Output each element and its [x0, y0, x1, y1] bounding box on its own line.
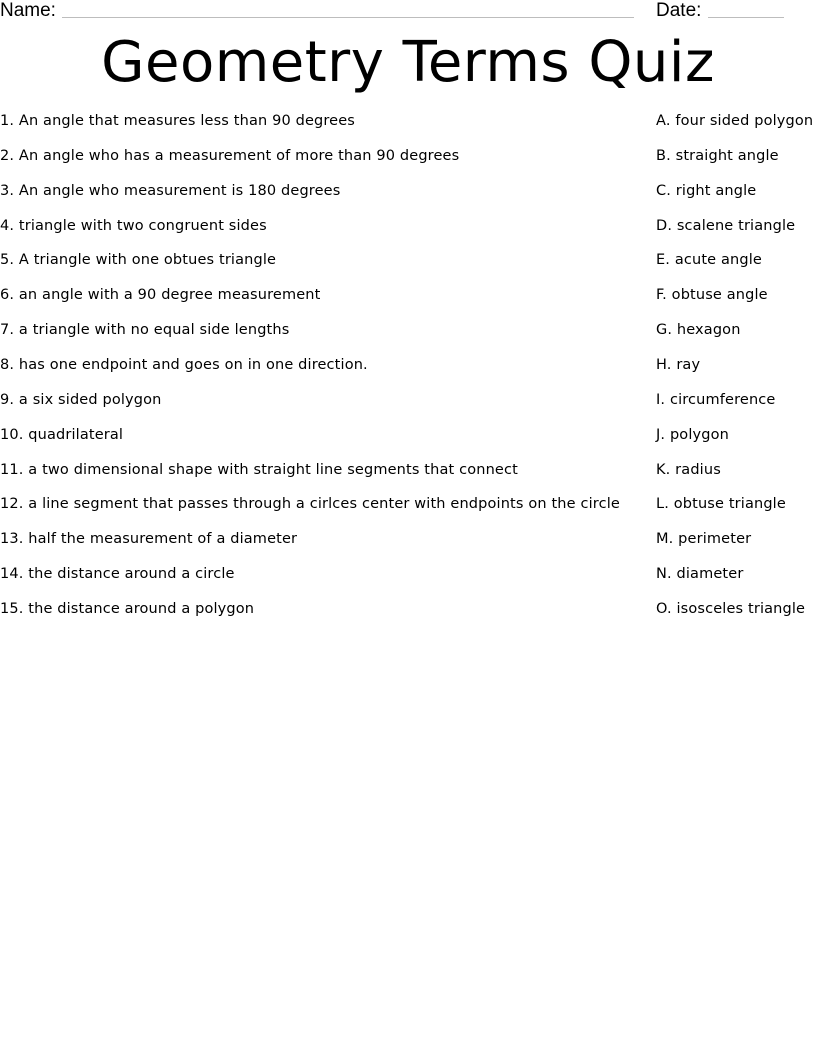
worksheet-header [0, 0, 816, 24]
questions-list [0, 111, 640, 634]
question-item: 2. An angle who has a measurement of more than 90 degrees [0, 147, 460, 164]
question-item: 11. a two dimensional shape with straight line segments that connect [0, 461, 518, 478]
question-item: 6. an angle with a 90 degree measurement [0, 287, 321, 304]
answer-choices-list [656, 111, 816, 634]
answer-choice: B. straight angle [656, 147, 779, 164]
answer-choice: C. right angle [656, 182, 757, 199]
name-blank-line [62, 17, 634, 18]
date-blank-line [708, 17, 784, 18]
question-item: 10. quadrilateral [0, 426, 124, 443]
name-label: Name: [0, 0, 56, 21]
answer-choice: A. four sided polygon [656, 113, 814, 129]
answer-choice: O. isosceles triangle [656, 601, 806, 618]
question-item: 14. the distance around a circle [0, 566, 235, 583]
answer-choice: M. perimeter [656, 531, 752, 548]
question-item: 7. a triangle with no equal side lengths [0, 322, 290, 339]
question-item: 12. a line segment that passes through a cirlces center with endpoints on the circle [0, 496, 620, 513]
date-label: Date: [656, 0, 702, 21]
answer-choice: H. ray [656, 357, 701, 374]
question-item: 1. An angle that measures less than 90 degrees [0, 113, 356, 129]
answer-choice: K. radius [656, 461, 721, 478]
answer-choice: G. hexagon [656, 322, 741, 339]
answer-choice: I. circumference [656, 391, 776, 408]
question-item: 4. triangle with two congruent sides [0, 217, 267, 234]
question-item: 9. a six sided polygon [0, 391, 162, 408]
answer-choice: D. scalene triangle [656, 217, 796, 234]
page-title: Geometry Terms Quiz [101, 30, 715, 95]
question-item: 8. has one endpoint and goes on in one direction. [0, 357, 368, 374]
question-item: 3. An angle who measurement is 180 degrees [0, 182, 341, 199]
answer-choice: L. obtuse triangle [656, 496, 786, 513]
question-item: 15. the distance around a polygon [0, 601, 255, 618]
question-item: 13. half the measurement of a diameter [0, 531, 298, 548]
answer-choice: F. obtuse angle [656, 287, 768, 304]
answer-choice: J. polygon [656, 426, 729, 443]
answer-choice: E. acute angle [656, 252, 762, 269]
question-item: 5. A triangle with one obtues triangle [0, 252, 277, 269]
answer-choice: N. diameter [656, 566, 744, 583]
